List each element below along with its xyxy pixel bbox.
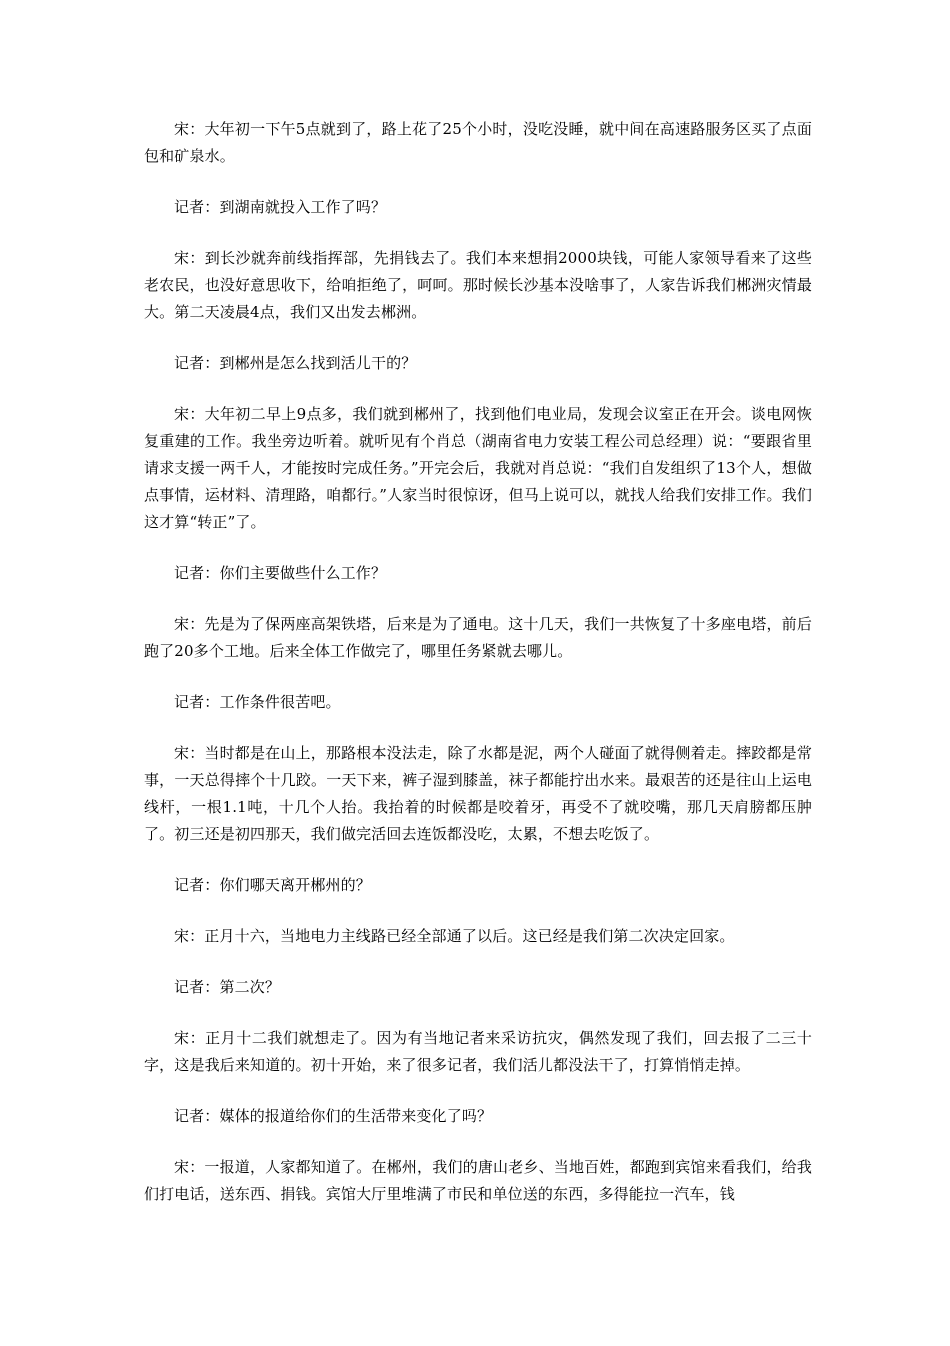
answer-paragraph: 宋：到长沙就奔前线指挥部，先捐钱去了。我们本来想捐2000块钱，可能人家领导看来了这些老农民，也没好意思收下，给咱拒绝了，呵呵。那时候长沙基本没啥事了，人家告诉我们郴洲灾情最大。第二天凌晨4点，我们又出发去郴洲。 <box>144 249 812 321</box>
question-paragraph: 记者：你们哪天离开郴州的？ <box>174 876 371 894</box>
question-paragraph: 记者：媒体的报道给你们的生活带来变化了吗？ <box>174 1107 493 1125</box>
answer-paragraph: 宋：大年初二早上9点多，我们就到郴州了，找到他们电业局，发现会议室正在开会。谈电网恢复重建的工作。我坐旁边听着。就听见有个肖总（湖南省电力安装工程公司总经理）说：“要跟省里请求支援一两千人，才能按时完成任务。”开完会后，我就对肖总说：“我们自发组织了13个人，想做点事情，运材料、清理路，咱都行。”人家当时很惊讶，但马上说可以，就找人给我们安排工作。我们这才算“转正”了。 <box>144 405 812 531</box>
answer-paragraph: 宋：正月十六，当地电力主线路已经全部通了以后。这已经是我们第二次决定回家。 <box>174 927 735 945</box>
answer-paragraph: 宋：大年初一下午5点就到了，路上花了25个小时，没吃没睡，就中间在高速路服务区买了点面包和矿泉水。 <box>144 120 812 165</box>
question-paragraph: 记者：到湖南就投入工作了吗？ <box>174 198 387 216</box>
question-paragraph: 记者：你们主要做些什么工作？ <box>174 564 387 582</box>
answer-paragraph: 宋：正月十二我们就想走了。因为有当地记者来采访抗灾，偶然发现了我们，回去报了二三十字，这是我后来知道的。初十开始，来了很多记者，我们活儿都没法干了，打算悄悄走掉。 <box>144 1029 812 1074</box>
question-paragraph: 记者：第二次？ <box>174 978 281 996</box>
document-page <box>144 116 812 1208</box>
answer-paragraph: 宋：当时都是在山上，那路根本没法走，除了水都是泥，两个人碰面了就得侧着走。摔跤都是常事，一天总得摔个十几跤。一天下来，裤子湿到膝盖，袜子都能拧出水来。最艰苦的还是往山上运电线杆，一根1.1吨，十几个人抬。我抬着的时候都是咬着牙，再受不了就咬嘴，那几天肩膀都压肿了。初三还是初四那天，我们做完活回去连饭都没吃，太累，不想去吃饭了。 <box>144 744 812 843</box>
question-paragraph: 记者：到郴州是怎么找到活儿干的？ <box>174 354 417 372</box>
question-paragraph: 记者：工作条件很苦吧。 <box>174 693 341 711</box>
answer-paragraph: 宋：一报道，人家都知道了。在郴州，我们的唐山老乡、当地百姓，都跑到宾馆来看我们，给我们打电话，送东西、捐钱。宾馆大厅里堆满了市民和单位送的东西，多得能拉一汽车，钱 <box>144 1158 812 1203</box>
answer-paragraph: 宋：先是为了保两座高架铁塔，后来是为了通电。这十几天，我们一共恢复了十多座电塔，前后跑了20多个工地。后来全体工作做完了，哪里任务紧就去哪儿。 <box>144 615 812 660</box>
